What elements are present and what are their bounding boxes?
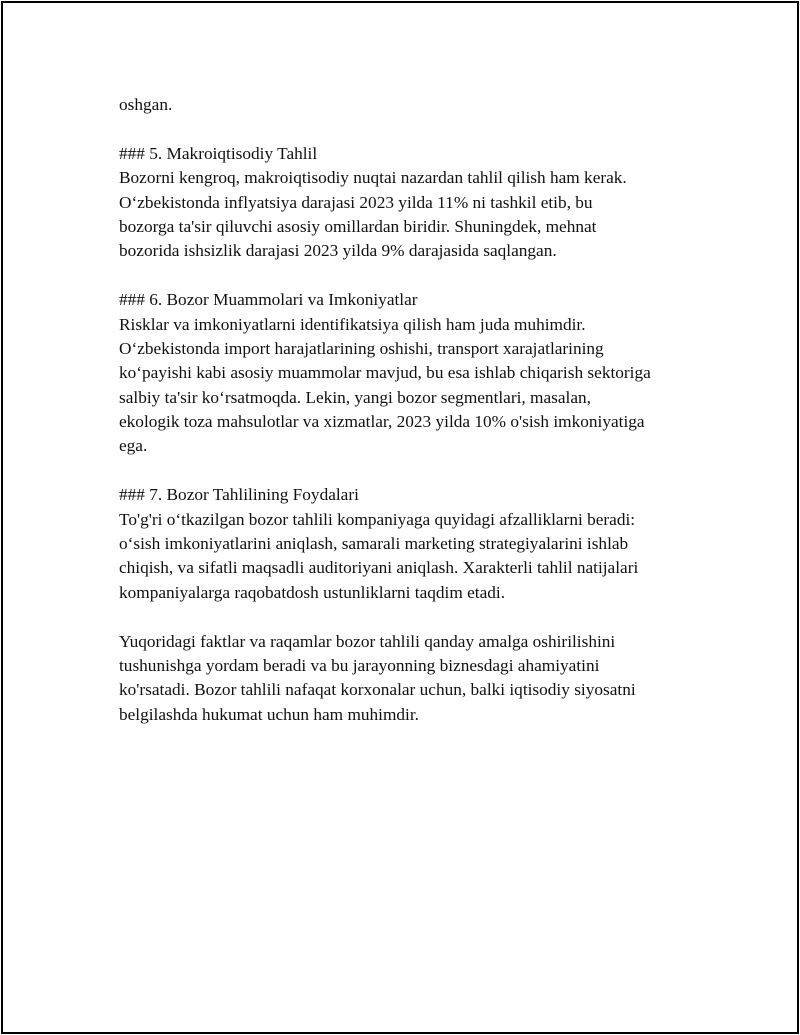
paragraph-gap	[119, 117, 699, 141]
section-heading-5: ### 5. Makroiqtisodiy Tahlil	[119, 143, 318, 163]
section-7-line: chiqish, va sifatli maqsadli auditoriyani aniqlash. Xarakterli tahlil natijalari	[119, 558, 639, 578]
section-7-line: To'g'ri o‘tkazilgan bozor tahlili kompaniyaga quyidagi afzalliklarni beradi:	[119, 509, 636, 529]
document-page	[1, 1, 799, 1034]
section-6-line: ega.	[119, 436, 148, 456]
section-5-line: Bozorni kengroq, makroiqtisodiy nuqtai nazardan tahlil qilish ham kerak.	[119, 168, 627, 188]
section-6-line: salbiy ta'sir ko‘rsatmoqda. Lekin, yangi bozor segmentlari, masalan,	[119, 387, 591, 407]
section-6-line: ekologik toza mahsulotlar va xizmatlar, 2023 yilda 10% o'sish imkoniyatiga	[119, 412, 645, 432]
document-body	[119, 93, 699, 727]
section-6-line: ko‘payishi kabi asosiy muammolar mavjud, bu esa ishlab chiqarish sektoriga	[119, 363, 651, 383]
conclusion-line: belgilashda hukumat uchun ham muhimdir.	[119, 704, 419, 724]
paragraph-gap	[119, 459, 699, 483]
section-5-line: O‘zbekistonda inflyatsiya darajasi 2023 yilda 11% ni tashkil etib, bu	[119, 192, 593, 212]
section-heading-6: ### 6. Bozor Muammolari va Imkoniyatlar	[119, 290, 418, 310]
conclusion-line: ko'rsatadi. Bozor tahlili nafaqat korxonalar uchun, balki iqtisodiy siyosatni	[119, 680, 636, 700]
section-5-line: bozorida ishsizlik darajasi 2023 yilda 9% darajasida saqlangan.	[119, 241, 557, 261]
section-5-line: bozorga ta'sir qiluvchi asosiy omillardan biridir. Shuningdek, mehnat	[119, 216, 597, 236]
continuation-line: oshgan.	[119, 95, 173, 114]
section-7-line: kompaniyalarga raqobatdosh ustunliklarni taqdim etadi.	[119, 582, 506, 602]
section-7-line: o‘sish imkoniyatlarini aniqlash, samarali marketing strategiyalarini ishlab	[119, 534, 629, 554]
section-6-line: O‘zbekistonda import harajatlarining oshishi, transport xarajatlarining	[119, 338, 604, 358]
conclusion-line: Yuqoridagi faktlar va raqamlar bozor tahlili qanday amalga oshirilishini	[119, 631, 616, 651]
paragraph-gap	[119, 264, 699, 288]
paragraph-gap	[119, 605, 699, 629]
conclusion-line: tushunishga yordam beradi va bu jarayonning biznesdagi ahamiyatini	[119, 655, 600, 675]
section-6-line: Risklar va imkoniyatlarni identifikatsiya qilish ham juda muhimdir.	[119, 314, 586, 334]
section-heading-7: ### 7. Bozor Tahlilining Foydalari	[119, 485, 359, 505]
